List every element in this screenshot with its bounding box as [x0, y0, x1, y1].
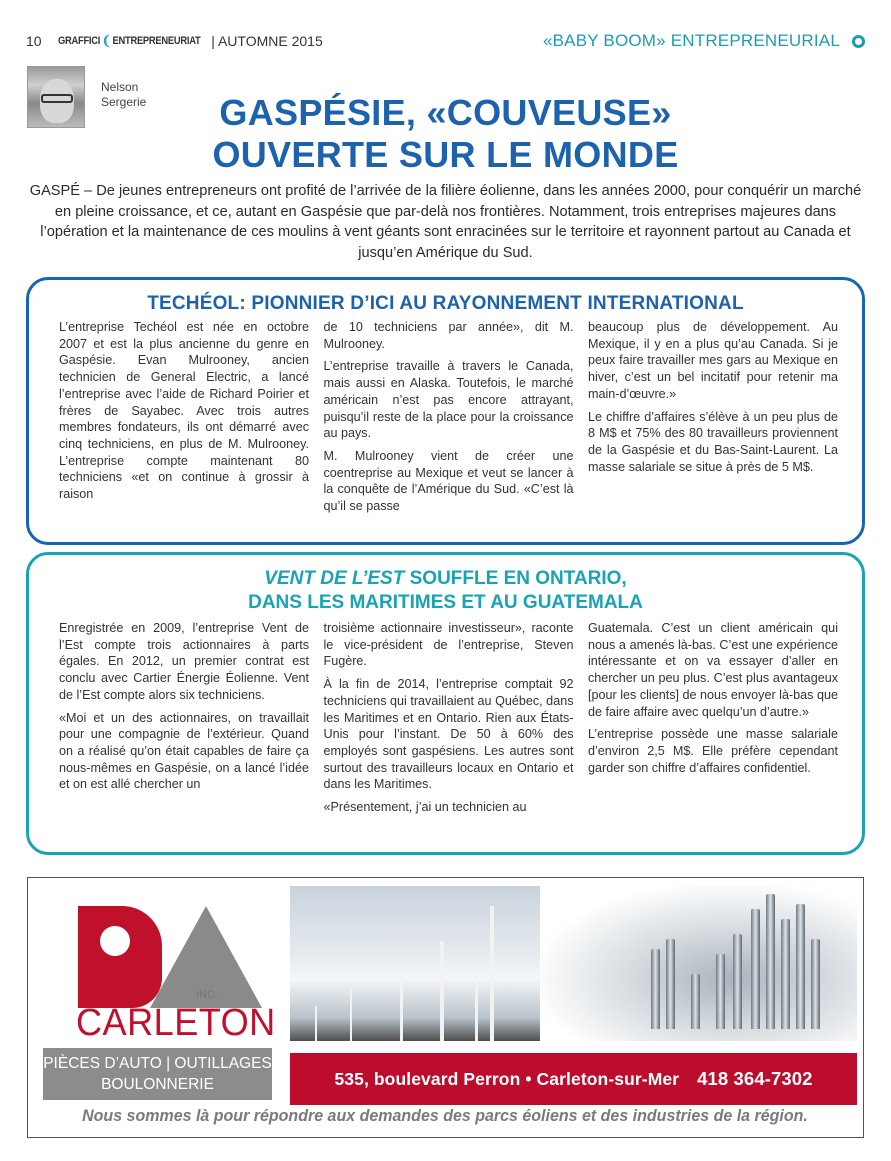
- page-header: [26, 30, 865, 52]
- vent-de-lest-columns: [29, 620, 862, 822]
- tagline-line-1: PIÈCES D’AUTO | OUTILLAGES: [43, 1055, 272, 1072]
- techeol-title: TECHÉOL: PIONNIER D’ICI AU RAYONNEMENT INTERNATIONAL: [147, 293, 744, 314]
- paragraph: «Présentement, j’ai un technicien au: [323, 800, 527, 815]
- ad-slogan: Nous sommes là pour répondre aux demandes des parcs éoliens et des industries de la région.: [82, 1107, 808, 1125]
- article-title: [0, 92, 891, 176]
- title-line-2: DANS LES MARITIMES ET AU GUATEMALA: [248, 592, 643, 613]
- pa-carleton-logo: [50, 906, 275, 1046]
- logo-name: CARLETON: [76, 1002, 276, 1044]
- ad-phone[interactable]: 418 364-7302: [697, 1068, 813, 1089]
- paragraph: troisième actionnaire investisseur», raconte le vice-président de l’entreprise, Steven Fugère.: [323, 621, 574, 669]
- paragraph: de 10 techniciens par année», dit M. Mulrooney.: [323, 320, 574, 351]
- tagline-line-2: BOULONNERIE: [101, 1076, 214, 1093]
- techeol-columns: [29, 319, 862, 521]
- issue-date: | AUTOMNE 2015: [211, 33, 323, 49]
- page-number: 10: [26, 33, 42, 49]
- techeol-box: [26, 277, 865, 545]
- column-1: [59, 620, 309, 822]
- vent-de-lest-title: [29, 567, 862, 615]
- section-label: [543, 31, 865, 51]
- column-3: [588, 620, 838, 822]
- title-line-2: OUVERTE SUR LE MONDE: [212, 134, 679, 175]
- ad-contact-band: [290, 1053, 857, 1105]
- advertisement[interactable]: [27, 877, 864, 1138]
- paragraph: M. Mulrooney vient de créer une coentreprise au Mexique et veut se lancer à la conquête de l’Amérique du Sud. «C’est là qu’il se passe: [323, 448, 574, 514]
- title-rest: SOUFFLE EN ONTARIO,: [404, 568, 627, 589]
- section-title: «BABY BOOM» ENTREPRENEURIAL: [542, 31, 840, 50]
- paragraph: Le chiffre d’affaires s’élève à un peu plus de 8 M$ et 75% des 80 travailleurs proviennent de la Gaspésie et du Bas-Saint-Laurent. La masse salariale se situe à près de 5 M$.: [588, 409, 838, 474]
- brand-entrepreneuriat: ENTREPRENEURIAT: [112, 35, 201, 47]
- ad-tagline: [43, 1048, 272, 1100]
- paragraph: «Moi et un des actionnaires, on travaillait pour une compagnie de l’extérieur. Quand on a réalisé qu’on était capables de faire ça nous-mêmes en Gaspésie, on a lancé l’idée et on est allé chercher un: [59, 710, 309, 792]
- title-line-1: GASPÉSIE, «COUVEUSE»: [219, 92, 672, 133]
- vent-de-lest-box: [26, 552, 865, 855]
- column-2: [324, 319, 574, 521]
- paragraph: Guatemala. C’est un client américain qui nous a amenés là-bas. C’est une expérience intéressante et on va essayer d’aller en chercher un peu plus. C’est plus avantageux [pour les clients] de nous envoyer là-bas que de faire affaire avec quelqu’un d’autre.»: [588, 621, 838, 719]
- brand-graffici: GRAFFICI: [57, 35, 100, 47]
- bolts-hardware-photo: [541, 886, 857, 1041]
- column-2: [324, 620, 574, 822]
- paragraph: L’entreprise possède une masse salariale d’environ 2,5 M$. Elle préfère cependant garder son chiffre d’affaires confidentiel.: [588, 727, 838, 775]
- author-first-name: Nelson: [101, 80, 139, 94]
- column-3: [588, 319, 838, 521]
- paragraph: L’entreprise Techéol est née en octobre 2007 et est la plus ancienne du genre en Gaspésie. Evan Mulrooney, ancien technicien de General Electric, a lancé l’entreprise avec l’aide de Richard Poirier et frères de Sayabec. Avec trois autres membres fondateurs, ils ont démarré avec cinq techniciens, en plus de M. Mulrooney. L’entreprise compte maintenant 80 techniciens «et on continue à grossir à raison: [59, 320, 309, 502]
- brand-logo-icon: ❨: [101, 33, 111, 48]
- author-last-name: Sergerie: [101, 95, 147, 109]
- logo-inc: INC.: [196, 989, 218, 1001]
- article-lede: GASPÉ – De jeunes entrepreneurs ont profité de l’arrivée de la filière éolienne, dans les années 2000, pour conquérir un marché en pleine croissance, et ce, autant en Gaspésie que par-delà nos frontières. Notamment, trois entreprises majeures dans l’opération et la maintenance de ces moulins à vent géants sont enracinées sur le territoire et rayonnent partout au Canada et jusqu’en Amérique du Sud.: [29, 183, 862, 261]
- paragraph: beaucoup plus de développement. Au Mexique, il y en a plus qu’au Canada. Si je peux faire travailler mes gars au Mexique en hiver, c’est un bel incitatif pour retenir ma main-d’œuvre.»: [588, 320, 838, 401]
- folio: [26, 33, 323, 49]
- wind-turbines-photo: [290, 886, 540, 1041]
- publication-brand: [58, 33, 200, 49]
- ad-address: 535, boulevard Perron • Carleton-sur-Mer: [334, 1068, 680, 1089]
- paragraph: À la fin de 2014, l’entreprise comptait 92 techniciens qui travaillaient au Québec, dans les Maritimes et en Ontario. Rien aux États-Unis pour l’instant. De 50 à 60% des employés sont gaspésiens. Les autres sont surtout des travailleurs locaux en Ontario et dans les Maritimes.: [323, 677, 574, 792]
- title-italic-part: VENT DE L’EST: [264, 568, 405, 589]
- circle-icon: [852, 35, 865, 48]
- column-1: [59, 319, 309, 521]
- paragraph: Enregistrée en 2009, l’entreprise Vent de l’Est compte trois actionnaires à parts égales. En 2012, un premier contrat est conclu avec Cartier Énergie Éolienne. Vent de l’Est compte alors six techniciens.: [59, 621, 309, 702]
- paragraph: L’entreprise travaille à travers le Canada, mais aussi en Alaska. Toutefois, le marché américain n’est pas encore attrayant, puisqu’il reste de la place pour la croissance au pays.: [323, 359, 574, 441]
